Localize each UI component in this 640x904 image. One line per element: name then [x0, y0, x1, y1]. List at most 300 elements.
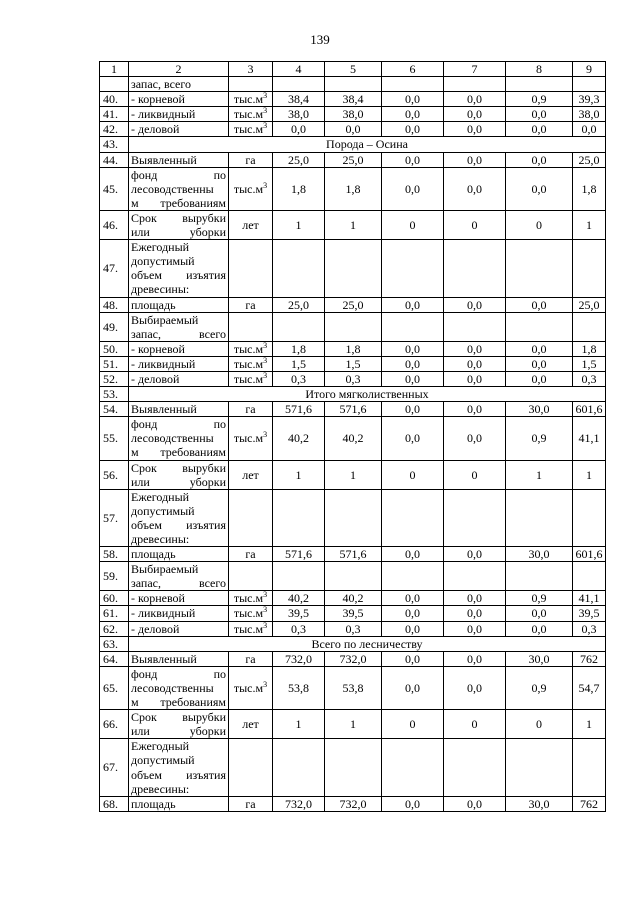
value-cell — [382, 240, 444, 297]
value-cell: 0,0 — [444, 92, 506, 107]
row-number: 60. — [100, 591, 129, 606]
value-cell — [382, 739, 444, 796]
value-cell: 41,1 — [573, 591, 606, 606]
value-cell — [573, 312, 606, 341]
value-cell — [273, 77, 325, 92]
row-label-line: Выбираемый — [131, 562, 199, 577]
value-cell: 0,0 — [382, 606, 444, 621]
value-cell: 1 — [273, 710, 325, 739]
value-cell: 732,0 — [325, 796, 382, 811]
value-cell: 0,0 — [444, 122, 506, 137]
unit-exponent: 3 — [263, 180, 268, 190]
unit-exponent: 3 — [263, 621, 268, 630]
value-cell: 0,0 — [444, 547, 506, 562]
col-header-6: 6 — [382, 62, 444, 77]
value-cell: 30,0 — [506, 547, 573, 562]
value-cell: 0,0 — [444, 651, 506, 666]
value-cell: 0,0 — [444, 371, 506, 386]
value-cell — [506, 489, 573, 546]
row-number: 48. — [100, 297, 129, 312]
col-header-9: 9 — [573, 62, 606, 77]
row-label-line: Срок вырубки — [131, 460, 226, 475]
value-cell: 0,0 — [382, 796, 444, 811]
unit-cell — [229, 710, 273, 739]
value-cell: 40,2 — [325, 591, 382, 606]
unit-exponent: 3 — [263, 605, 268, 615]
unit-exponent: 3 — [263, 106, 268, 116]
value-cell: 0,0 — [444, 356, 506, 371]
value-cell: 0,3 — [573, 371, 606, 386]
row-number: 53. — [100, 387, 129, 402]
row-label: - деловой — [129, 122, 229, 137]
value-cell: 0,0 — [382, 152, 444, 167]
value-cell — [573, 562, 606, 591]
value-cell: 1 — [573, 710, 606, 739]
row-label-line: лесоводственны — [131, 680, 214, 695]
table-row — [100, 796, 606, 811]
value-cell: 54,7 — [573, 666, 606, 709]
row-label: площадь — [129, 547, 229, 562]
row-number: 56. — [100, 460, 129, 489]
col-header-8: 8 — [506, 62, 573, 77]
col-header-3: 3 — [229, 62, 273, 77]
value-cell: 762 — [573, 796, 606, 811]
unit-exponent: 3 — [263, 371, 268, 380]
value-cell: 0,0 — [444, 591, 506, 606]
unit-cell — [229, 460, 273, 489]
value-cell: 40,2 — [273, 591, 325, 606]
value-cell: 38,0 — [325, 107, 382, 122]
unit-cell — [229, 651, 273, 666]
value-cell: 571,6 — [325, 402, 382, 417]
value-cell: 0,0 — [325, 122, 382, 137]
unit-cell — [229, 666, 273, 709]
row-label-line: допустимый — [131, 753, 195, 768]
value-cell: 0,0 — [444, 402, 506, 417]
value-cell — [444, 739, 506, 796]
table-row — [100, 312, 606, 341]
table-row — [100, 371, 606, 386]
col-header-2: 2 — [129, 62, 229, 77]
value-cell — [573, 77, 606, 92]
unit-text: тыс.м — [233, 591, 264, 606]
value-cell: 0,9 — [506, 92, 573, 107]
value-cell: 0,9 — [506, 417, 573, 460]
unit-text: лет — [242, 717, 259, 732]
table-row — [100, 402, 606, 417]
value-cell — [506, 312, 573, 341]
value-cell: 53,8 — [273, 666, 325, 709]
unit-exponent: 3 — [263, 341, 268, 350]
unit-cell — [229, 371, 273, 386]
row-label-line: Ежегодный — [131, 489, 190, 504]
row-label-line: древесины: — [131, 282, 190, 297]
row-label-line: запас, всего — [131, 576, 226, 591]
value-cell: 0,0 — [444, 621, 506, 636]
row-label-line: запас, всего — [131, 326, 226, 341]
row-number: 59. — [100, 562, 129, 591]
value-cell — [273, 739, 325, 796]
value-cell: 762 — [573, 651, 606, 666]
row-number: 58. — [100, 547, 129, 562]
row-label-line: древесины: — [131, 781, 190, 796]
unit-cell — [229, 240, 273, 297]
value-cell: 0,0 — [506, 152, 573, 167]
value-cell: 25,0 — [325, 152, 382, 167]
value-cell: 0 — [382, 460, 444, 489]
value-cell: 39,3 — [573, 92, 606, 107]
value-cell — [229, 77, 273, 92]
value-cell: 0,0 — [382, 621, 444, 636]
value-cell: 1,5 — [573, 356, 606, 371]
row-label: запас, всего — [129, 77, 229, 92]
value-cell: 0,0 — [444, 167, 506, 210]
row-label: - деловой — [129, 371, 229, 386]
unit-text: га — [245, 152, 256, 167]
value-cell: 25,0 — [273, 297, 325, 312]
value-cell: 0,0 — [382, 417, 444, 460]
value-cell: 0,0 — [382, 547, 444, 562]
value-cell: 40,2 — [273, 417, 325, 460]
row-number: 67. — [100, 739, 129, 796]
value-cell: 1,5 — [325, 356, 382, 371]
table-row — [100, 606, 606, 621]
value-cell: 25,0 — [273, 152, 325, 167]
value-cell: 0,3 — [325, 621, 382, 636]
value-cell — [273, 562, 325, 591]
unit-cell — [229, 621, 273, 636]
value-cell: 39,5 — [273, 606, 325, 621]
value-cell: 38,0 — [273, 107, 325, 122]
row-label: - ликвидный — [129, 356, 229, 371]
unit-cell — [229, 312, 273, 341]
value-cell — [382, 312, 444, 341]
value-cell: 0,0 — [573, 122, 606, 137]
value-cell: 0,0 — [273, 122, 325, 137]
row-label — [129, 460, 229, 489]
value-cell: 0 — [382, 210, 444, 239]
row-label-line: м требованиям — [131, 695, 226, 710]
row-label: площадь — [129, 297, 229, 312]
value-cell — [506, 739, 573, 796]
value-cell: 0 — [444, 710, 506, 739]
value-cell: 0,0 — [444, 297, 506, 312]
unit-cell — [229, 606, 273, 621]
value-cell: 0 — [382, 710, 444, 739]
value-cell: 1 — [325, 210, 382, 239]
value-cell: 39,5 — [325, 606, 382, 621]
unit-text: лет — [242, 467, 259, 482]
row-label: - корневой — [129, 341, 229, 356]
table-row — [100, 562, 606, 591]
unit-text: тыс.м — [233, 621, 264, 636]
value-cell: 40,2 — [325, 417, 382, 460]
row-number: 40. — [100, 92, 129, 107]
value-cell: 0,0 — [506, 107, 573, 122]
value-cell: 1 — [573, 460, 606, 489]
value-cell — [382, 562, 444, 591]
row-label — [129, 240, 229, 297]
row-label-line: Срок вырубки — [131, 710, 226, 725]
section-title: Порода – Осина — [129, 137, 606, 152]
value-cell: 0,0 — [444, 107, 506, 122]
table-row — [100, 489, 606, 546]
value-cell: 0,9 — [506, 591, 573, 606]
unit-text: га — [245, 547, 256, 562]
row-label-line: фонд по — [131, 417, 226, 432]
value-cell — [506, 562, 573, 591]
value-cell: 0,0 — [382, 297, 444, 312]
unit-exponent: 3 — [263, 91, 268, 101]
value-cell: 0,0 — [444, 417, 506, 460]
unit-text: га — [245, 796, 256, 811]
table-row — [100, 460, 606, 489]
row-label: - корневой — [129, 591, 229, 606]
col-header-5: 5 — [325, 62, 382, 77]
value-cell: 38,4 — [273, 92, 325, 107]
value-cell: 1,5 — [273, 356, 325, 371]
value-cell: 1 — [325, 710, 382, 739]
row-number: 65. — [100, 666, 129, 709]
table-row — [100, 739, 606, 796]
value-cell: 0,0 — [382, 371, 444, 386]
value-cell: 601,6 — [573, 402, 606, 417]
section-row — [100, 137, 606, 152]
value-cell — [382, 489, 444, 546]
table-row — [100, 356, 606, 371]
row-label — [129, 710, 229, 739]
row-number: 49. — [100, 312, 129, 341]
unit-text: лет — [242, 217, 259, 232]
value-cell: 0 — [506, 710, 573, 739]
unit-cell — [229, 547, 273, 562]
unit-cell — [229, 341, 273, 356]
value-cell — [325, 489, 382, 546]
table-row — [100, 77, 606, 92]
row-label: - ликвидный — [129, 107, 229, 122]
row-number: 47. — [100, 240, 129, 297]
value-cell: 0,0 — [382, 107, 444, 122]
value-cell: 0,0 — [382, 356, 444, 371]
value-cell: 0,0 — [506, 621, 573, 636]
table-row — [100, 651, 606, 666]
row-number: 57. — [100, 489, 129, 546]
row-label — [129, 417, 229, 460]
row-label-line: или уборки — [131, 225, 226, 240]
value-cell — [382, 77, 444, 92]
row-number: 51. — [100, 356, 129, 371]
unit-cell — [229, 210, 273, 239]
unit-text: тыс.м — [233, 371, 264, 386]
value-cell: 732,0 — [273, 796, 325, 811]
row-label: Выявленный — [129, 402, 229, 417]
unit-exponent: 3 — [263, 590, 268, 600]
value-cell: 0,0 — [506, 356, 573, 371]
unit-text: тыс.м — [233, 92, 264, 107]
table-row — [100, 621, 606, 636]
value-cell: 30,0 — [506, 796, 573, 811]
row-label: - корневой — [129, 92, 229, 107]
value-cell: 30,0 — [506, 651, 573, 666]
row-number: 43. — [100, 137, 129, 152]
value-cell: 0,0 — [382, 92, 444, 107]
table-row — [100, 341, 606, 356]
value-cell: 0,0 — [382, 167, 444, 210]
value-cell: 0 — [506, 210, 573, 239]
col-header-4: 4 — [273, 62, 325, 77]
row-label-line: м требованиям — [131, 195, 226, 210]
value-cell: 0,0 — [506, 297, 573, 312]
value-cell: 1,8 — [573, 341, 606, 356]
row-number — [100, 77, 129, 92]
section-row — [100, 636, 606, 651]
value-cell: 25,0 — [325, 297, 382, 312]
row-label-line: древесины: — [131, 532, 190, 546]
unit-cell — [229, 796, 273, 811]
value-cell: 0,0 — [444, 606, 506, 621]
column-number-row — [100, 62, 606, 77]
value-cell: 571,6 — [273, 547, 325, 562]
unit-cell — [229, 122, 273, 137]
row-number: 50. — [100, 341, 129, 356]
value-cell: 0,0 — [382, 666, 444, 709]
row-label-line: или уборки — [131, 474, 226, 489]
value-cell: 0,0 — [444, 152, 506, 167]
row-label — [129, 167, 229, 210]
row-number: 55. — [100, 417, 129, 460]
row-number: 42. — [100, 122, 129, 137]
value-cell: 30,0 — [506, 402, 573, 417]
value-cell — [325, 562, 382, 591]
value-cell: 0,0 — [506, 341, 573, 356]
row-number: 52. — [100, 371, 129, 386]
value-cell: 1,8 — [325, 167, 382, 210]
table-row — [100, 210, 606, 239]
value-cell — [325, 240, 382, 297]
value-cell: 0,3 — [573, 621, 606, 636]
unit-exponent: 3 — [263, 356, 268, 365]
row-number: 44. — [100, 152, 129, 167]
value-cell: 0,0 — [444, 666, 506, 709]
col-header-1: 1 — [100, 62, 129, 77]
row-number: 46. — [100, 210, 129, 239]
unit-text: тыс.м — [233, 680, 264, 695]
row-number: 41. — [100, 107, 129, 122]
row-label — [129, 210, 229, 239]
value-cell — [506, 77, 573, 92]
forest-fund-table — [99, 61, 606, 812]
unit-cell — [229, 739, 273, 796]
table-row — [100, 152, 606, 167]
value-cell — [325, 739, 382, 796]
value-cell: 0,0 — [382, 122, 444, 137]
row-label-line: фонд по — [131, 167, 226, 182]
value-cell: 53,8 — [325, 666, 382, 709]
table-row — [100, 591, 606, 606]
table-row — [100, 417, 606, 460]
unit-cell — [229, 402, 273, 417]
table-row — [100, 710, 606, 739]
table-row — [100, 240, 606, 297]
value-cell: 0 — [444, 460, 506, 489]
value-cell: 25,0 — [573, 152, 606, 167]
row-label-line: допустимый — [131, 503, 195, 518]
value-cell: 601,6 — [573, 547, 606, 562]
unit-cell — [229, 591, 273, 606]
value-cell — [444, 240, 506, 297]
row-number: 63. — [100, 636, 129, 651]
value-cell: 1 — [273, 460, 325, 489]
value-cell — [444, 489, 506, 546]
value-cell — [444, 562, 506, 591]
unit-cell — [229, 562, 273, 591]
value-cell: 0,0 — [382, 341, 444, 356]
section-title: Итого мягколиственных — [129, 387, 606, 402]
table-row — [100, 297, 606, 312]
row-label-line: лесоводственны — [131, 431, 214, 446]
row-number: 54. — [100, 402, 129, 417]
value-cell: 1 — [273, 210, 325, 239]
unit-cell — [229, 167, 273, 210]
table-row — [100, 167, 606, 210]
unit-text: га — [245, 651, 256, 666]
table-body — [100, 77, 606, 812]
unit-cell — [229, 297, 273, 312]
value-cell: 0,0 — [444, 341, 506, 356]
row-label-line: объем изъятия — [131, 517, 226, 532]
value-cell: 0,0 — [382, 402, 444, 417]
row-label: Выявленный — [129, 651, 229, 666]
unit-text: тыс.м — [233, 606, 264, 621]
unit-cell — [229, 152, 273, 167]
row-label-line: объем изъятия — [131, 268, 226, 283]
row-label — [129, 666, 229, 709]
row-label: - деловой — [129, 621, 229, 636]
value-cell: 732,0 — [273, 651, 325, 666]
value-cell: 0,3 — [325, 371, 382, 386]
value-cell: 0,0 — [506, 122, 573, 137]
row-label-line: м требованиям — [131, 445, 226, 460]
table-row — [100, 107, 606, 122]
row-label-line: или уборки — [131, 724, 226, 739]
value-cell — [273, 312, 325, 341]
row-label — [129, 562, 229, 591]
row-label-line: Срок вырубки — [131, 210, 226, 225]
value-cell: 1,8 — [573, 167, 606, 210]
page-number: 139 — [310, 32, 330, 47]
value-cell: 25,0 — [573, 297, 606, 312]
row-number: 61. — [100, 606, 129, 621]
value-cell — [325, 77, 382, 92]
row-label — [129, 489, 229, 546]
value-cell: 732,0 — [325, 651, 382, 666]
value-cell: 0,9 — [506, 666, 573, 709]
unit-cell — [229, 107, 273, 122]
unit-cell — [229, 92, 273, 107]
table-row — [100, 122, 606, 137]
value-cell: 41,1 — [573, 417, 606, 460]
unit-text: тыс.м — [233, 431, 264, 446]
value-cell: 39,5 — [573, 606, 606, 621]
value-cell: 0,0 — [382, 651, 444, 666]
value-cell — [573, 240, 606, 297]
row-number: 64. — [100, 651, 129, 666]
row-number: 45. — [100, 167, 129, 210]
value-cell — [273, 489, 325, 546]
value-cell: 0,3 — [273, 371, 325, 386]
value-cell: 1,8 — [273, 167, 325, 210]
unit-text: тыс.м — [233, 107, 264, 122]
